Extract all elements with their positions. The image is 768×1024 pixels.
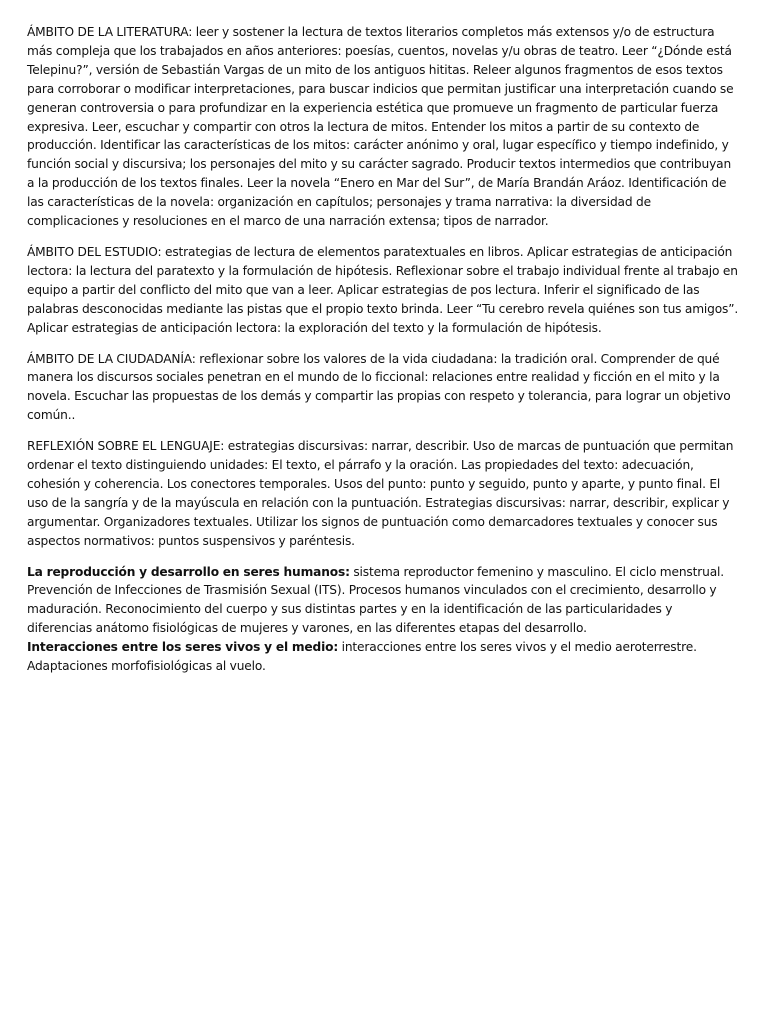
living-beings-text: interacciones entre los seres vivos y el medio aeroterrestre. Adaptaciones morfofisiológicas al vuelo. — [27, 640, 697, 674]
human-reproduction-text: sistema reproductor femenino y masculino. El ciclo menstrual. Prevención de Infecciones de Trasmisión Sexual (ITS). Procesos humanos vinculados con el crecimiento, desarrollo y maduración. Reconocimiento del cuerpo y sus distintas partes y en la identificación de las particularidades y diferencias anátomo fisiológicas de mujeres y varones, en las diferentes etapas del desarrollo. — [27, 564, 724, 636]
human-reproduction-paragraph — [27, 563, 739, 639]
citizenship-paragraph: ÁMBITO DE LA CIUDADANÍA: reflexionar sobre los valores de la vida ciudadana: la tradición oral. Comprender de qué manera los discursos sociales penetran en el mundo de lo ficcional: relaciones entre realidad y ficción en el mito y la novela. Escuchar las propuestas de los demás y compartir las propias con respeto y tolerancia, para lograr un objetivo común.. — [27, 351, 731, 423]
human-reproduction-heading: La reproducción y desarrollo en seres humanos: — [27, 564, 350, 579]
document-page — [27, 23, 739, 676]
living-beings-paragraph — [27, 638, 739, 676]
language-reflection-paragraph: REFLEXIÓN SOBRE EL LENGUAJE: estrategias discursivas: narrar, describir. Uso de marcas de puntuación que permitan ordenar el texto distinguiendo unidades: El texto, el párrafo y la oración. Las propiedades del texto: adecuación, cohesión y coherencia. Los conectores temporales. Usos del punto: punto y seguido, punto y aparte, y punto final. El uso de la sangría y de la mayúscula en relación con la puntuación. Estrategias discursivas: narrar, describir, explicar y argumentar. Organizadores textuales. Utilizar los signos de puntuación como demarcadores textuales y conocer sus aspectos normativos: puntos suspensivos y paréntesis. — [27, 439, 734, 548]
literature-paragraph: ÁMBITO DE LA LITERATURA: leer y sostener la lectura de textos literarios completos más extensos y/o de estructura más compleja que los trabajados en años anteriores: poesías, cuentos, novelas y/u obras de teatro. Leer “¿Dónde está Telepinu?”, versión de Sebastián Vargas de un mito de los antiguos hititas. Releer algunos fragmentos de esos textos para corroborar o modificar interpretaciones, para buscar indicios que permitan justificar una interpretación cuando se generan controversia o para profundizar en la experiencia estética que promueve un fragmento de particular fuerza expresiva. Leer, escuchar y compartir con otros la lectura de mitos. Entender los mitos a partir de su contexto de producción. Identificar las características de los mitos: carácter anónimo y oral, lugar específico y tiempo indefinido, y función social y discursiva; los personajes del mito y su carácter sagrado. Producir textos intermedios que contribuyan a la producción de los textos finales. Leer la novela “Enero en Mar del Sur”, de María Brandán Aráoz. Identificación de las características de la novela: organización en capítulos; personajes y trama narrativa: la diversidad de complicaciones y resoluciones en el marco de una narración extensa; tipos de narrador. — [27, 25, 734, 229]
study-paragraph: ÁMBITO DEL ESTUDIO: estrategias de lectura de elementos paratextuales en libros. Aplicar estrategias de anticipación lectora: la lectura del paratexto y la formulación de hipótesis. Reflexionar sobre el trabajo individual frente al trabajo en equipo a partir del conflicto del mito que van a leer. Aplicar estrategias de pos lectura. Inferir el significado de las palabras desconocidas mediante las pistas que el propio texto brinda. Leer “Tu cerebro revela quiénes son tus amigos”. Aplicar estrategias de anticipación lectora: la exploración del texto y la formulación de hipótesis. — [27, 244, 739, 335]
living-beings-heading: Interacciones entre los seres vivos y el medio: — [27, 640, 339, 655]
